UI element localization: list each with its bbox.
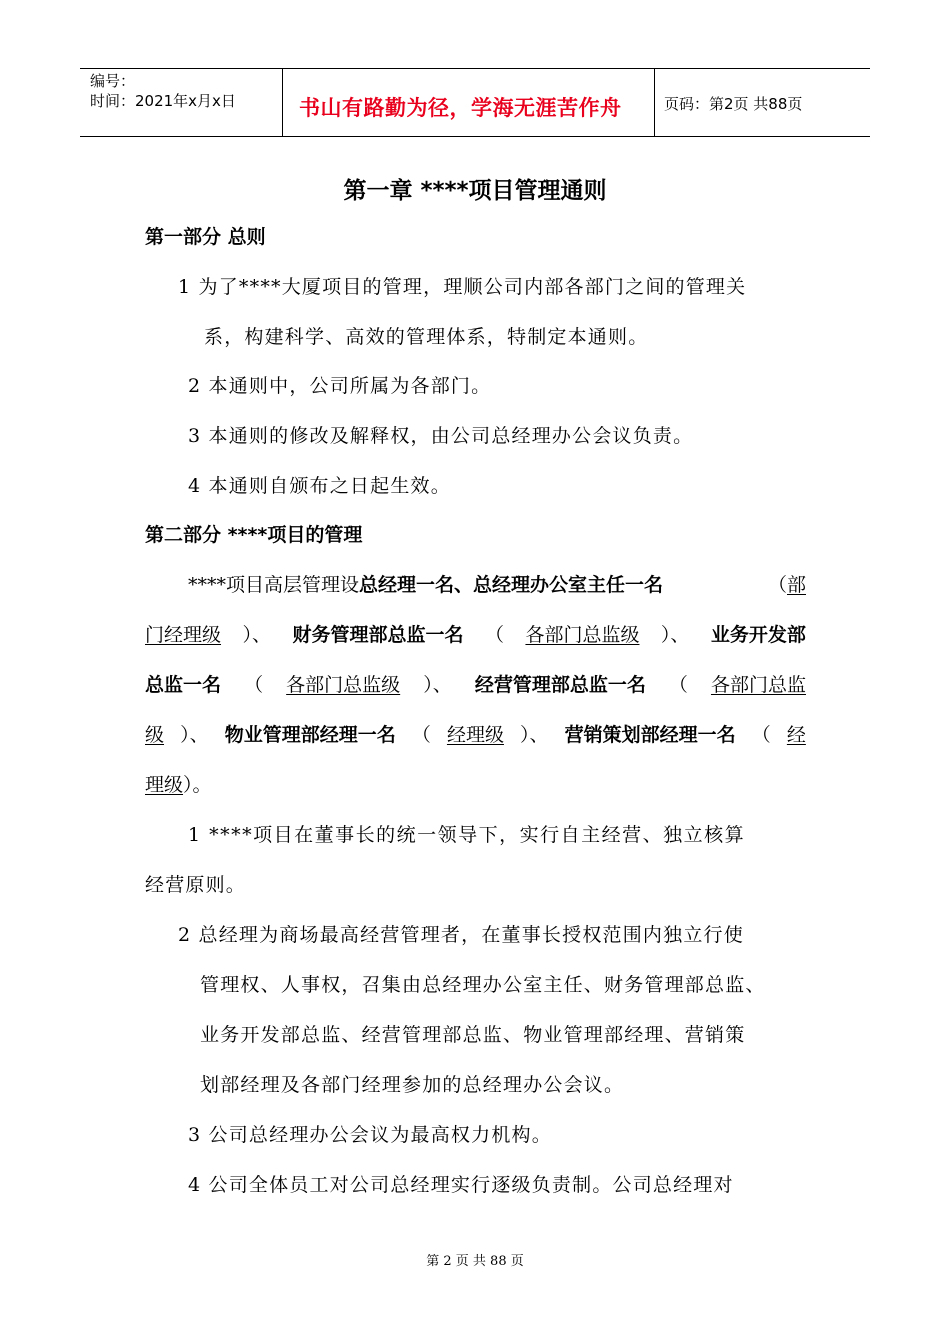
text: ）、 xyxy=(423,674,452,696)
text: ）、 xyxy=(520,724,549,746)
part2-item-2-cont-2: 业务开发部总监、经营管理部总监、物业管理部经理、营销策 xyxy=(200,1024,746,1046)
underlined-text: 经 xyxy=(786,724,806,746)
header-top-rule xyxy=(80,68,870,69)
text: ）。 xyxy=(183,774,212,796)
bold-text: 业务开发部 xyxy=(710,624,806,646)
underlined-text: 门经理级 xyxy=(145,624,222,646)
header-time: 时间：2021年x月x日 xyxy=(90,92,236,110)
chapter-title: 第一章 ****项目管理通则 xyxy=(343,178,607,204)
header-bottom-rule xyxy=(80,136,870,137)
header-motto: 书山有路勤为径，学海无涯苦作舟 xyxy=(299,96,622,120)
header-page-number: 页码：第2页 共88页 xyxy=(664,95,803,113)
part2-item-3: 3 公司总经理办公会议为最高权力机构。 xyxy=(188,1124,552,1146)
part2-item-2-cont-1: 管理权、人事权，召集由总经理办公室主任、财务管理部总监、 xyxy=(200,974,766,996)
part2-item-2-cont-3: 划部经理及各部门经理参加的总经理办公会议。 xyxy=(200,1074,625,1096)
part1-item-2: 2 本通则中，公司所属为各部门。 xyxy=(188,375,492,397)
part2-para-line-4 xyxy=(145,720,806,747)
text: ）、 xyxy=(660,624,690,646)
bold-text: 营销策划部经理一名 xyxy=(564,724,736,746)
underlined-text: 各部门总监 xyxy=(710,674,806,696)
paren: （ xyxy=(751,724,771,746)
text: ）、 xyxy=(180,724,209,746)
part2-item-2: 2 总经理为商场最高经营管理者，在董事长授权范围内独立行使 xyxy=(178,924,744,946)
underlined-text: 各部门总监级 xyxy=(525,624,640,646)
part2-heading: 第二部分 ****项目的管理 xyxy=(145,524,363,546)
part1-item-4: 4 本通则自颁布之日起生效。 xyxy=(188,475,451,497)
part2-para-line-2 xyxy=(145,620,806,647)
bold-text: 总监一名 xyxy=(145,674,222,696)
underlined-text: 理级 xyxy=(145,774,184,796)
text: ）、 xyxy=(242,624,271,646)
text: 1 ****项目在董事长的统一领导下，实行自主经营、独立核算 xyxy=(188,824,746,846)
paren: （ xyxy=(244,674,264,696)
bold-text: 总经理一名、总经理办公室主任一名 xyxy=(359,574,664,596)
part2-item-1-cont: 经营原则。 xyxy=(145,874,247,896)
header-divider-right xyxy=(654,68,655,136)
underlined-text: 部 xyxy=(786,574,806,596)
part2-para-line-5 xyxy=(145,770,212,797)
page-footer: 第 2 页 共 88 页 xyxy=(426,1254,524,1269)
part2-para-line-3 xyxy=(145,670,806,697)
paren: （ xyxy=(767,574,787,596)
underlined-text: 各部门总监级 xyxy=(286,674,401,696)
part1-heading: 第一部分 总则 xyxy=(145,226,266,248)
header-divider-left xyxy=(282,68,283,136)
bold-text: 物业管理部经理一名 xyxy=(224,724,396,746)
part2-para-line-1 xyxy=(188,570,806,597)
paren: （ xyxy=(484,624,504,646)
part1-item-3: 3 本通则的修改及解释权，由公司总经理办公会议负责。 xyxy=(188,425,694,447)
header-number: 编号： xyxy=(90,72,136,90)
part2-item-1 xyxy=(188,820,806,847)
underlined-text: 经理级 xyxy=(446,724,504,746)
underlined-text: 级 xyxy=(145,724,165,746)
part2-item-4: 4 公司全体员工对公司总经理实行逐级负责制。公司总经理对 xyxy=(188,1174,734,1196)
bold-text: 经营管理部总监一名 xyxy=(474,674,646,696)
text: ****项目高层管理设 xyxy=(188,574,360,596)
part1-item-1: 1 为了****大厦项目的管理，理顺公司内部各部门之间的管理关 xyxy=(178,276,747,298)
bold-text: 财务管理部总监一名 xyxy=(292,624,464,646)
paren: （ xyxy=(411,724,431,746)
paren: （ xyxy=(668,674,688,696)
part1-item-1-cont: 系，构建科学、高效的管理体系，特制定本通则。 xyxy=(204,326,649,348)
